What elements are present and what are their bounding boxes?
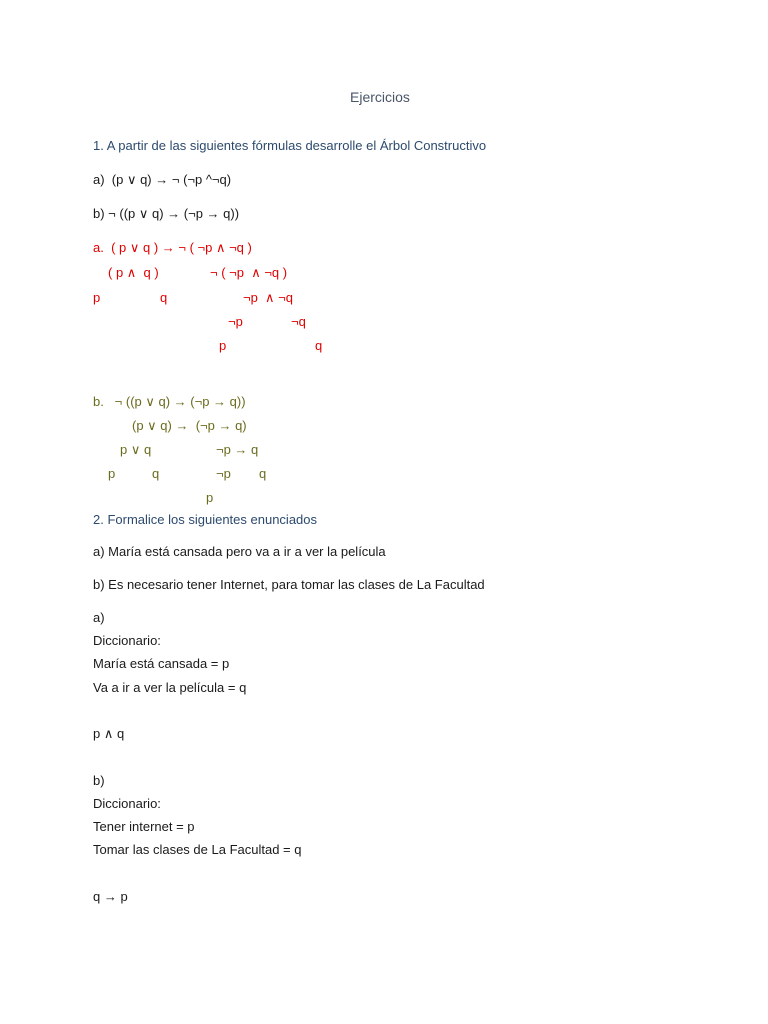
dictionary-label: Diccionario: [93,796,161,811]
statement-a: a) María está cansada pero va a ir a ver la película [93,544,386,559]
tree-a-root: a. ( p ∨ q ) → ¬ ( ¬p ∧ ¬q ) [93,240,252,255]
tree-a-leaf: p [219,338,227,353]
tree-a-node: ( p ∧ q ) [108,265,159,280]
tree-a-node: ¬p ∧ ¬q [243,290,293,305]
tree-b-leaf: p [108,466,116,481]
tree-b-node: ¬p [216,466,231,481]
tree-b-node: p ∨ q [120,442,152,457]
tree-a-leaf: p [93,290,101,305]
tree-b-leaf: q [152,466,160,481]
tree-b-node: ¬p → q [216,442,259,457]
tree-b-leaf: q [259,466,267,481]
answer-b-label: b) [93,773,105,788]
answer-b-formula: q → p [93,889,128,904]
dictionary-entry: Tomar las clases de La Facultad = q [93,842,302,857]
page-title: Ejercicios [350,89,410,105]
dictionary-entry: Va a ir a ver la película = q [93,680,247,695]
tree-a-leaf: q [160,290,168,305]
dictionary-entry: Tener internet = p [93,819,195,834]
tree-a-leaf: q [315,338,323,353]
statement-b: b) Es necesario tener Internet, para tomar las clases de La Facultad [93,577,485,592]
section1-heading: 1. A partir de las siguientes fórmulas desarrolle el Árbol Constructivo [93,138,487,153]
tree-b-node: (p ∨ q) → (¬p → q) [132,418,247,433]
tree-b-root: b. ¬ ((p ∨ q) → (¬p → q)) [93,394,246,409]
tree-a-node: ¬q [291,314,306,329]
dictionary-entry: María está cansada = p [93,656,230,671]
section2-heading: 2. Formalice los siguientes enunciados [93,512,318,527]
tree-a-node: ¬p [228,314,243,329]
dictionary-label: Diccionario: [93,633,161,648]
formula-b: b) ¬ ((p ∨ q) → (¬p → q)) [93,206,240,221]
answer-a-label: a) [93,610,105,625]
answer-a-formula: p ∧ q [93,726,125,741]
formula-a: a) (p ∨ q) → ¬ (¬p ^¬q) [93,172,232,187]
tree-a-node: ¬ ( ¬p ∧ ¬q ) [210,265,288,280]
tree-b-leaf: p [206,490,214,505]
